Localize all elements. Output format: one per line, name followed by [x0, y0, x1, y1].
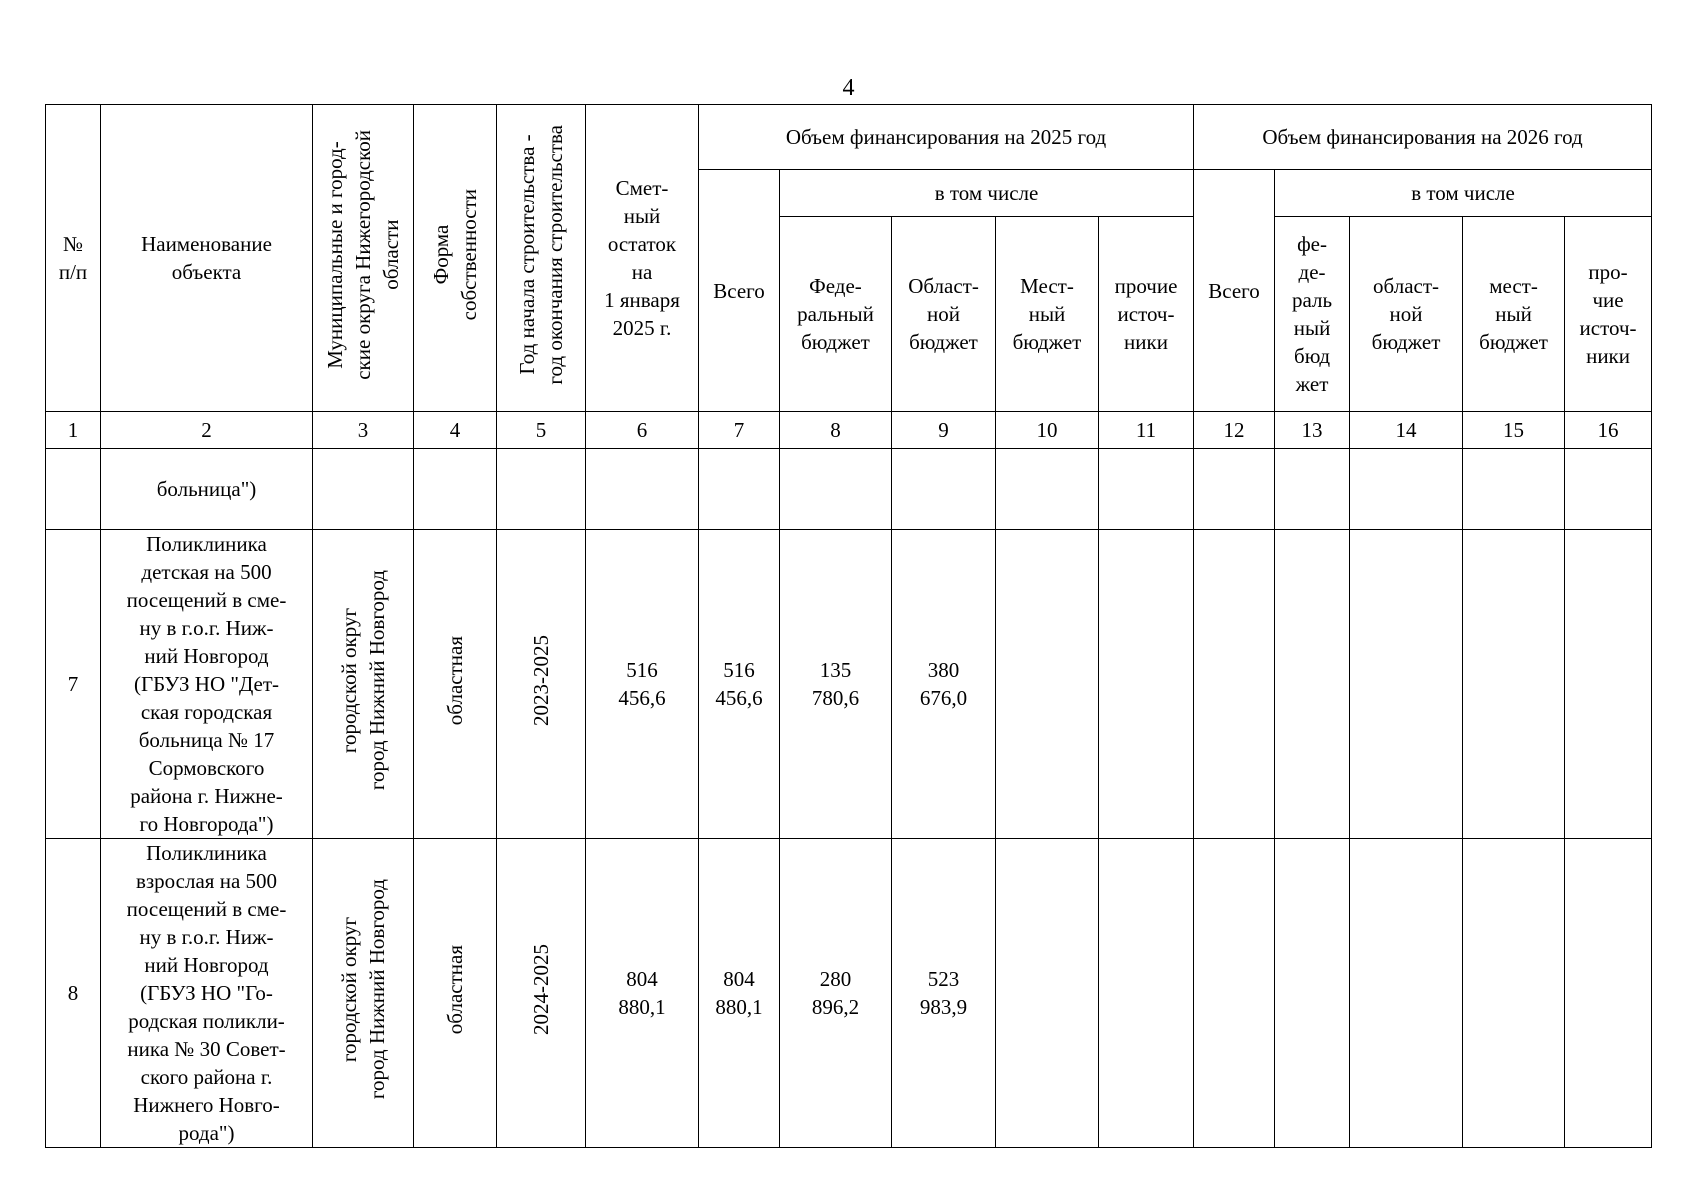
header-including-2026: в том числе — [1275, 170, 1652, 217]
other-2026 — [1565, 839, 1652, 1148]
district-cell — [313, 839, 414, 1148]
empty-cell — [586, 449, 699, 530]
years-cell — [497, 530, 586, 839]
header-row-number: № п/п — [46, 105, 101, 412]
financing-table — [45, 104, 1652, 1148]
column-number: 9 — [892, 412, 996, 449]
years-cell — [497, 839, 586, 1148]
federal-2025: 135 780,6 — [780, 530, 892, 839]
header-total-2025: Всего — [699, 170, 780, 412]
column-number: 13 — [1275, 412, 1350, 449]
header-local-2026: мест- ный бюджет — [1463, 217, 1565, 412]
empty-cell — [497, 449, 586, 530]
header-years: Год начала строительства - год окончания строительства — [515, 124, 567, 385]
header-years-cell — [497, 105, 586, 412]
header-district-cell — [313, 105, 414, 412]
empty-cell — [1565, 449, 1652, 530]
other-2025 — [1099, 839, 1194, 1148]
column-number-row — [46, 412, 1652, 449]
total-2025: 804 880,1 — [699, 839, 780, 1148]
header-ownership: Форма собственности — [429, 188, 481, 321]
empty-cell — [1350, 449, 1463, 530]
column-number: 4 — [414, 412, 497, 449]
column-number: 7 — [699, 412, 780, 449]
regional-2025: 380 676,0 — [892, 530, 996, 839]
ownership-cell — [414, 839, 497, 1148]
object-name: Поликлиника детская на 500 посещений в сме- ну в г.о.г. Ниж- ний Новгород (ГБУЗ НО "Дет- ская городская больница № 17 Сормовского района г. Нижне- го Новгорода") — [101, 530, 313, 839]
header-row-1 — [46, 105, 1652, 170]
header-federal-2025: Феде- ральный бюджет — [780, 217, 892, 412]
regional-2026 — [1350, 839, 1463, 1148]
column-number: 2 — [101, 412, 313, 449]
federal-2026 — [1275, 530, 1350, 839]
local-2025 — [996, 839, 1099, 1148]
regional-2025: 523 983,9 — [892, 839, 996, 1148]
ownership: областная — [443, 635, 467, 726]
empty-cell — [1463, 449, 1565, 530]
other-2025 — [1099, 530, 1194, 839]
column-number: 15 — [1463, 412, 1565, 449]
header-local-2025: Мест- ный бюджет — [996, 217, 1099, 412]
header-other-2025: прочие источ- ники — [1099, 217, 1194, 412]
total-2026 — [1194, 839, 1275, 1148]
column-number: 12 — [1194, 412, 1275, 449]
local-2026 — [1463, 839, 1565, 1148]
row-number: 8 — [46, 839, 101, 1148]
header-including-2025: в том числе — [780, 170, 1194, 217]
column-number: 14 — [1350, 412, 1463, 449]
header-federal-2026: фе- де- раль ный бюд жет — [1275, 217, 1350, 412]
page-number: 4 — [842, 75, 855, 101]
column-number: 10 — [996, 412, 1099, 449]
header-regional-2026: област- ной бюджет — [1350, 217, 1463, 412]
column-number: 11 — [1099, 412, 1194, 449]
header-other-2026: про- чие источ- ники — [1565, 217, 1652, 412]
district-cell — [313, 530, 414, 839]
header-ownership-cell — [414, 105, 497, 412]
header-district: Муниципальные и город- ские округа Нижегородской области — [323, 129, 403, 380]
ownership: областная — [443, 944, 467, 1035]
header-total-2026: Всего — [1194, 170, 1275, 412]
object-name: Поликлиника взрослая на 500 посещений в сме- ну в г.о.г. Ниж- ний Новгород (ГБУЗ НО "Го- родская поликли- ника № 30 Совет- ского района г. Нижнего Новго- рода") — [101, 839, 313, 1148]
column-number: 6 — [586, 412, 699, 449]
empty-cell — [414, 449, 497, 530]
federal-2025: 280 896,2 — [780, 839, 892, 1148]
total-2026 — [1194, 530, 1275, 839]
empty-cell — [780, 449, 892, 530]
column-number: 5 — [497, 412, 586, 449]
regional-2026 — [1350, 530, 1463, 839]
empty-cell — [46, 449, 101, 530]
empty-cell — [892, 449, 996, 530]
construction-years: 2024-2025 — [529, 944, 553, 1035]
total-2025: 516 456,6 — [699, 530, 780, 839]
empty-cell — [313, 449, 414, 530]
other-2026 — [1565, 530, 1652, 839]
ownership-cell — [414, 530, 497, 839]
empty-cell — [1099, 449, 1194, 530]
local-2025 — [996, 530, 1099, 839]
continuation-row — [46, 449, 1652, 530]
row-number: 7 — [46, 530, 101, 839]
construction-years: 2023-2025 — [529, 635, 553, 726]
column-number: 8 — [780, 412, 892, 449]
remaining-estimate: 804 880,1 — [586, 839, 699, 1148]
remaining-estimate: 516 456,6 — [586, 530, 699, 839]
header-group-2025: Объем финансирования на 2025 год — [699, 105, 1194, 170]
table-row — [46, 839, 1652, 1148]
header-regional-2025: Област- ной бюджет — [892, 217, 996, 412]
district: городской округ город Нижний Новгород — [337, 570, 389, 791]
column-number: 1 — [46, 412, 101, 449]
continued-object-name: больница") — [101, 449, 313, 530]
empty-cell — [996, 449, 1099, 530]
column-number: 3 — [313, 412, 414, 449]
empty-cell — [699, 449, 780, 530]
table-row — [46, 530, 1652, 839]
district: городской округ город Нижний Новгород — [337, 879, 389, 1100]
empty-cell — [1275, 449, 1350, 530]
header-object-name: Наименование объекта — [101, 105, 313, 412]
empty-cell — [1194, 449, 1275, 530]
header-group-2026: Объем финансирования на 2026 год — [1194, 105, 1652, 170]
local-2026 — [1463, 530, 1565, 839]
federal-2026 — [1275, 839, 1350, 1148]
header-remaining-estimate: Смет- ный остаток на 1 января 2025 г. — [586, 105, 699, 412]
column-number: 16 — [1565, 412, 1652, 449]
